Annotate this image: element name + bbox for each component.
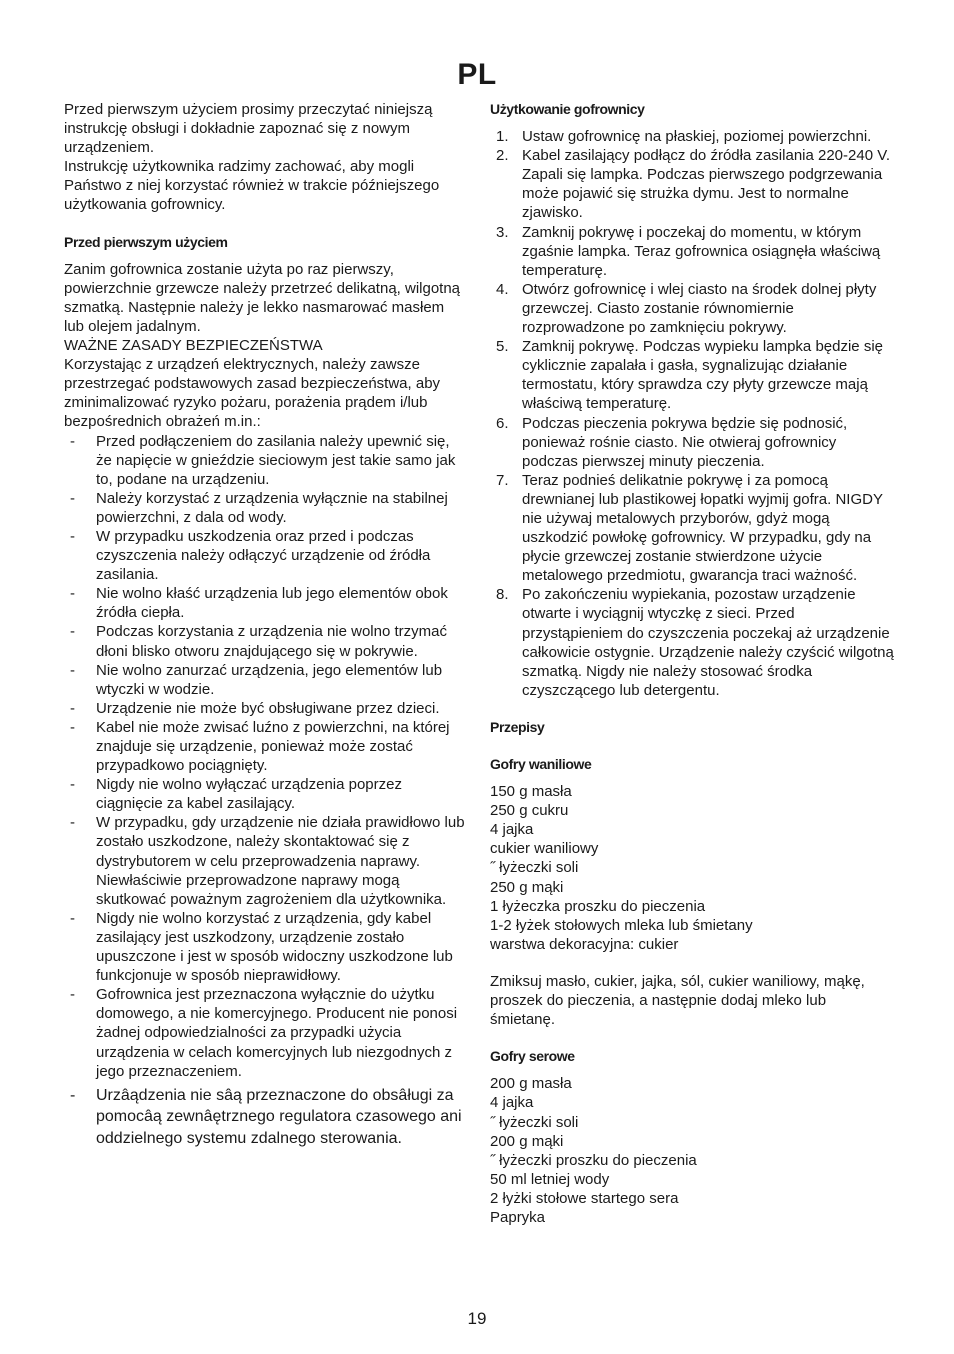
safety-item: - Urządzenie nie może być obsługiwane przez dzieci. bbox=[64, 699, 468, 718]
ingredient: 1 łyżeczka proszku do pieczenia bbox=[490, 897, 706, 915]
usage-step bbox=[490, 414, 894, 471]
safety-item: - Urzâądzenia nie sâą przeznaczone do obsâługi za pomocâą zewnâętrznego regulatora czasowego ani oddzielnego systemu zdalnego sterowania. bbox=[64, 1085, 468, 1150]
usage-step bbox=[490, 471, 894, 586]
language-heading: PL bbox=[457, 58, 497, 91]
safety-item: - Należy korzystać z urządzenia wyłącznie na stabilnej powierzchni, z dala od wody. bbox=[64, 489, 468, 527]
ingredient: 150 g masła bbox=[490, 783, 572, 801]
step-number: 6. bbox=[496, 414, 509, 432]
step-text: Po zakończeniu wypiekania, pozostaw urządzenie otwarte i wyciągnij wtyczkę z sieci. Przed przystąpieniem do czyszczenia poczekaj aż urządzenie całkowicie ostygnie. Urządzenie należy czyścić wilgotną szmatką. Nigdy nie należy stosować środka czyszczącego lub detergentu. bbox=[522, 586, 894, 699]
ingredient: ˝ łyżeczki soli bbox=[490, 859, 579, 877]
ingredient: 200 g masła bbox=[490, 1075, 572, 1093]
usage-step bbox=[490, 585, 894, 700]
first-use-text: Zanim gofrownica zostanie użyta po raz pierwszy, powierzchnie grzewcze należy przetrzeć delikatną, wilgotną szmatką. Następnie należy je lekko nasmarować masłem lub olejem jadalnym. bbox=[64, 260, 461, 335]
safety-item: - W przypadku, gdy urządzenie nie działa prawidłowo lub zostało uszkodzone, należy skontaktować się z dystrybutorem w celu przeprowadzenia naprawy. Niewłaściwie przeprowadzone naprawy mogą skutkować poważnym zagrożeniem dla użytkownika. bbox=[64, 813, 468, 908]
step-number: 7. bbox=[496, 471, 509, 489]
safety-item: - Kabel nie może zwisać luźno z powierzchni, na której znajduje się urządzenie, ponieważ może zostać przypadkowo pociągnięty. bbox=[64, 718, 468, 775]
ingredient: 4 jajka bbox=[490, 821, 534, 839]
safety-item: - Gofrownica jest przeznaczona wyłącznie do użytku domowego, a nie komercyjnego. Producent nie ponosi żadnej odpowiedzialności za przypadki użycia urządzenia w celach komercyjnych lub niezgodnych z jego przeznaczeniem. bbox=[64, 985, 468, 1080]
ingredient: 50 ml letniej wody bbox=[490, 1170, 610, 1188]
step-text: Teraz podnieś delikatnie pokrywę i za pomocą drewnianej lub plastikowej łopatki wyjmij gofra. NIGDY nie używaj metalowych przyborów, gdyż mogą uszkodzić powłokę gofrownicy. W przypadku, gdy na płycie grzewczej zostanie stwierdzone użycie metalowego przedmiotu, gwarancja traci ważność. bbox=[522, 471, 883, 585]
ingredient: 200 g mąki bbox=[490, 1132, 564, 1150]
ingredient: cukier waniliowy bbox=[490, 840, 599, 858]
step-text: Ustaw gofrownicę na płaskiej, poziomej powierzchni. bbox=[522, 128, 872, 146]
usage-step bbox=[490, 280, 894, 337]
safety-item: - Podczas korzystania z urządzenia nie wolno trzymać dłoni blisko otworu znajdującego się w pokrywie. bbox=[64, 622, 468, 660]
step-number: 8. bbox=[496, 586, 509, 604]
step-text: Podczas pieczenia pokrywa będzie się podnosić, ponieważ rośnie ciasto. Nie otwieraj gofrownicy podczas pierwszej minuty pieczenia. bbox=[522, 414, 848, 470]
safety-list bbox=[64, 432, 468, 1150]
step-number: 4. bbox=[496, 280, 509, 298]
ingredient: 4 jajka bbox=[490, 1094, 534, 1112]
step-text: Zamknij pokrywę i poczekaj do momentu, w którym zgaśnie lampka. Teraz gofrownica osiągnęła właściwą temperaturę. bbox=[522, 223, 881, 279]
step-text: Zamknij pokrywę. Podczas wypieku lampka będzie się cyklicznie zapalała i gasła, sygnalizując działanie termostatu, który sprawdza czy płyty grzewcze mają właściwą temperaturę. bbox=[522, 338, 883, 413]
step-number: 3. bbox=[496, 223, 509, 241]
ingredient: 250 g cukru bbox=[490, 802, 569, 820]
step-text: Otwórz gofrownicę i wlej ciasto na środek dolnej płyty grzewczej. Ciasto zostanie równomiernie rozprowadzone po zamknięciu pokrywy. bbox=[522, 280, 877, 337]
vanilla-ingredients bbox=[490, 782, 894, 954]
step-number: 5. bbox=[496, 338, 509, 356]
safety-item: - Nigdy nie wolno korzystać z urządzenia, gdy kabel zasilający jest uszkodzony, urządzenie zostało upuszczone i jest w sposób widoczny uszkodzone lub funkcjonuje w sposób nieprawidłowy. bbox=[64, 909, 468, 985]
usage-steps bbox=[490, 127, 894, 700]
step-number: 1. bbox=[496, 128, 509, 146]
safety-item: - Nigdy nie wolno wyłączać urządzenia poprzez ciągnięcie za kabel zasilający. bbox=[64, 775, 468, 813]
safety-item: - Nie wolno zanurzać urządzenia, jego elementów lub wtyczki w wodzie. bbox=[64, 661, 468, 699]
vanilla-method: Zmiksuj masło, cukier, jajka, sól, cukier waniliowy, mąkę, proszek do pieczenia, a następnie dodaj mleko lub śmietanę. bbox=[490, 972, 865, 1029]
step-text: Kabel zasilający podłącz do źródła zasilania 220-240 V. Zapali się lampka. Podczas pierwszego podgrzewania może pojawić się strużka dymu. Jest to normalne zjawisko. bbox=[522, 147, 891, 222]
recipes-heading: Przepisy bbox=[490, 718, 545, 735]
ingredient: Papryka bbox=[490, 1208, 546, 1226]
safety-heading: WAŻNE ZASADY BEZPIECZEŃSTWA bbox=[64, 337, 323, 355]
first-use-heading: Przed pierwszym użyciem bbox=[64, 233, 228, 250]
ingredient: ˝ łyżeczki soli bbox=[490, 1113, 579, 1131]
intro-paragraph-2: Instrukcję użytkownika radzimy zachować, aby mogli Państwo z niej korzystać również w trakcie późniejszego użytkowania gofrownicy. bbox=[64, 158, 440, 214]
safety-item: - Przed podłączeniem do zasilania należy upewnić się, że napięcie w gnieździe sieciowym jest takie samo jak to, podane na urządzeniu. bbox=[64, 432, 468, 489]
ingredient: 2 łyżki stołowe startego sera bbox=[490, 1189, 679, 1207]
left-column bbox=[64, 100, 468, 1149]
cheese-ingredients bbox=[490, 1074, 894, 1227]
usage-heading: Użytkowanie gofrownicy bbox=[490, 101, 645, 117]
usage-step bbox=[490, 223, 894, 280]
ingredient: warstwa dekoracyjna: cukier bbox=[490, 935, 679, 953]
vanilla-heading: Gofry waniliowe bbox=[490, 756, 592, 772]
cheese-heading: Gofry serowe bbox=[490, 1048, 575, 1065]
page-number: 19 bbox=[467, 1309, 487, 1328]
usage-step bbox=[490, 337, 894, 413]
intro-paragraph-1: Przed pierwszym użyciem prosimy przeczytać niniejszą instrukcję obsługi i dokładnie zapoznać się z nowym urządzeniem. bbox=[64, 101, 433, 157]
right-column bbox=[490, 100, 894, 1227]
usage-step bbox=[490, 146, 894, 222]
safety-item: - W przypadku uszkodzenia oraz przed i podczas czyszczenia należy odłączyć urządzenie od źródła zasilania. bbox=[64, 527, 468, 584]
safety-item: - Nie wolno kłaść urządzenia lub jego elementów obok źródła ciepła. bbox=[64, 584, 468, 622]
ingredient: ˝ łyżeczki proszku do pieczenia bbox=[490, 1151, 697, 1169]
ingredient: 1-2 łyżek stołowych mleka lub śmietany bbox=[490, 916, 753, 934]
safety-intro: Korzystając z urządzeń elektrycznych, należy zawsze przestrzegać podstawowych zasad bezpieczeństwa, aby zminimalizować ryzyko pożaru, porażenia prądem i/lub bezpośrednich obrażeń m.in.: bbox=[64, 356, 441, 431]
ingredient: 250 g mąki bbox=[490, 878, 564, 896]
step-number: 2. bbox=[496, 147, 509, 165]
usage-step bbox=[490, 127, 894, 146]
